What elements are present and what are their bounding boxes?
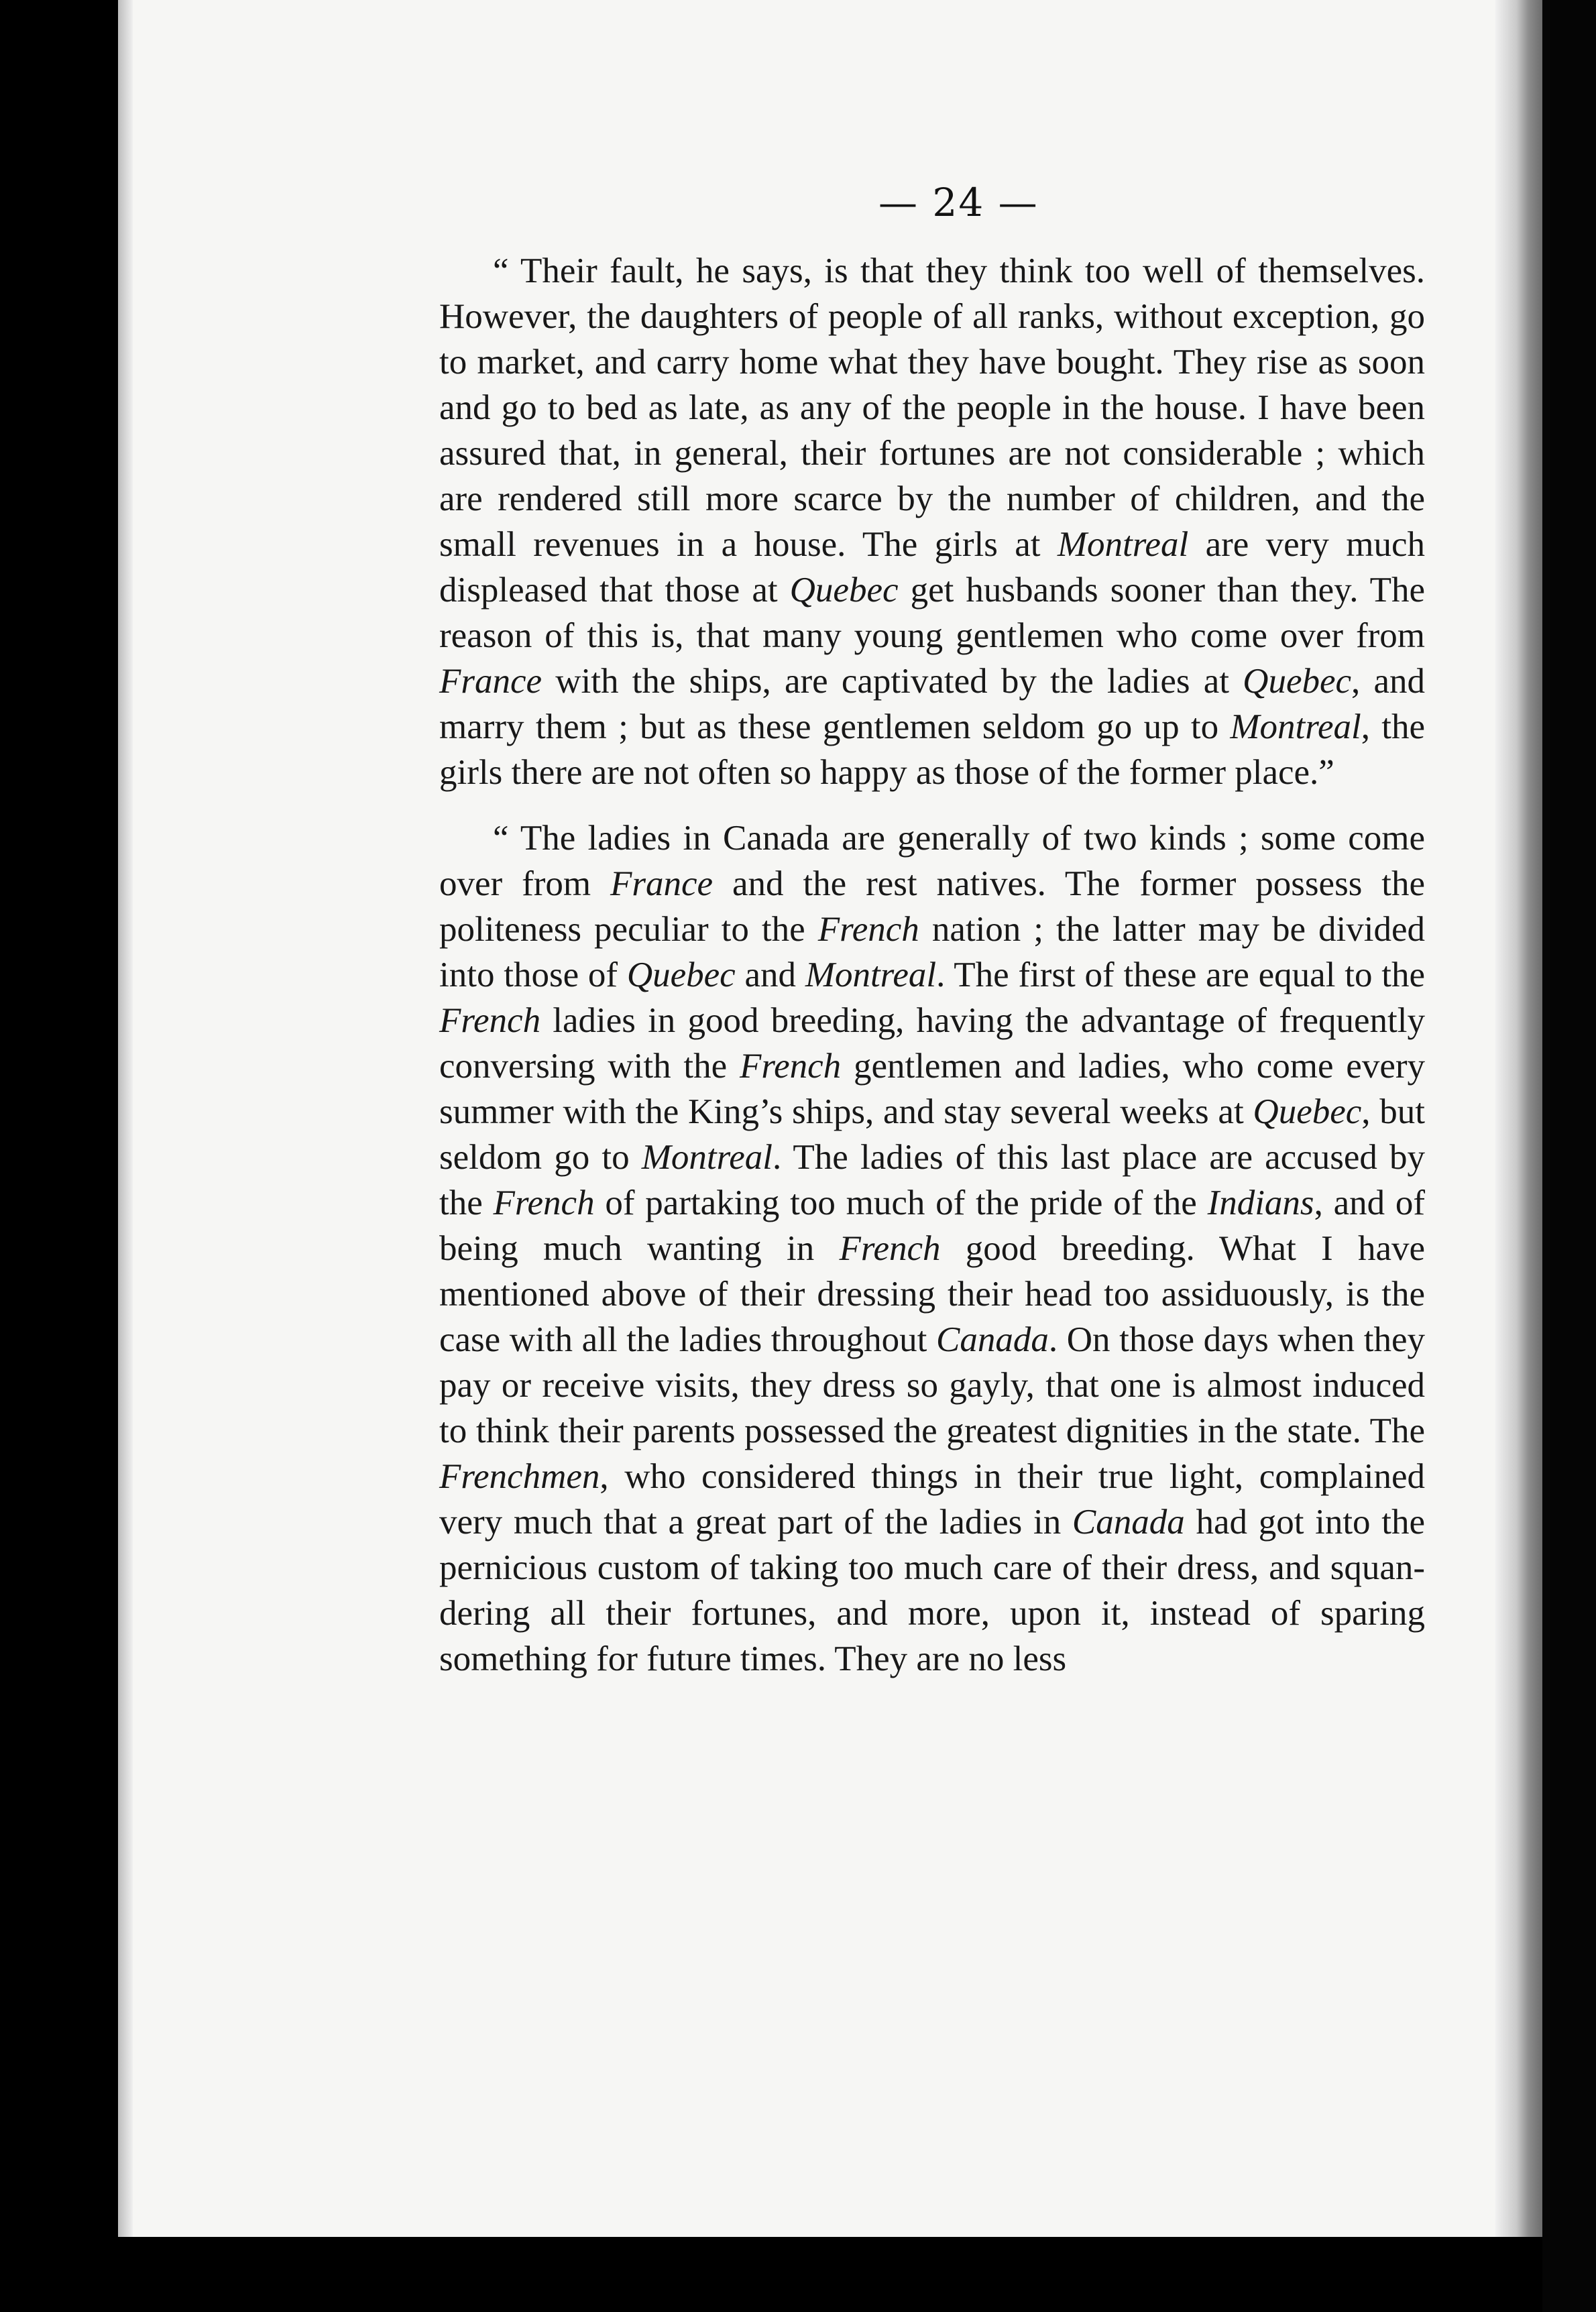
place-name-italic: Quebec — [1243, 662, 1352, 701]
place-name-italic: Montreal — [641, 1138, 773, 1177]
place-name-italic: French — [439, 1001, 541, 1040]
place-name-italic: Indians — [1207, 1183, 1314, 1222]
place-name-italic: France — [610, 864, 714, 903]
page-binding-edge — [118, 0, 133, 2237]
paragraph — [439, 248, 1425, 795]
place-name-italic: Quebec — [626, 956, 736, 994]
text-run: , the girls there are not often so happy as those of the former place.” — [439, 707, 1426, 792]
place-name-italic: French — [740, 1047, 842, 1086]
text-run: and — [735, 956, 805, 994]
text-run: are very much displeased that those at — [439, 525, 1425, 610]
text-run: had got into the pernicious custom of taking too much care of their dress, and squandering all their fortunes, and more, upon it, instead of sparing something for future times. They are no less — [439, 1503, 1425, 1678]
text-run: , but seldom go to — [439, 1092, 1426, 1177]
text-run: of partaking too much of the pride of the — [594, 1183, 1208, 1222]
text-run: “ Their fault, he says, is that they think too well of themselves. However, the daughters of people of all ranks, without exception, go to market, and carry home what they have bought. They rise as soon and go to bed as late, as any of the people in the house. I have been assured that, in general, their fortunes are not considerable ; which are rendered still more scarce by the number of children, and the small revenues in a house. The girls at — [439, 251, 1425, 564]
place-name-italic: Montreal — [1057, 525, 1189, 564]
text-run: , who considered things in their true light, complained very much that a great part of the ladies in — [439, 1457, 1425, 1542]
place-name-italic: French — [817, 910, 919, 949]
text-run: gentlemen and ladies, who come every summer with the King’s ships, and stay several weeks at — [439, 1047, 1426, 1131]
text-run: “ The ladies in Canada are generally of two kinds ; some come over from — [439, 819, 1425, 903]
text-run: ladies in good breeding, having the advantage of frequently conversing with the — [439, 1001, 1425, 1086]
text-run: with the ships, are captivated by the ladies at — [542, 662, 1243, 701]
text-run: , and marry them ; but as these gentlemen seldom go up to — [439, 662, 1425, 746]
text-run: . The ladies of this last place are accused by the — [439, 1138, 1426, 1222]
place-name-italic: France — [439, 662, 543, 701]
place-name-italic: Montreal — [805, 956, 937, 994]
place-name-italic: Montreal — [1230, 707, 1361, 746]
text-run: and the rest natives. The former possess the politeness peculiar to the — [439, 864, 1425, 949]
place-name-italic: Canada — [936, 1320, 1049, 1359]
scan-background-edge — [1542, 0, 1596, 2312]
text-run: get husbands sooner than they. The reason of this is, that many young gentlemen who come over from — [439, 571, 1425, 655]
place-name-italic: Canada — [1072, 1503, 1185, 1542]
place-name-italic: Frenchmen — [439, 1457, 600, 1496]
text-run: nation ; the latter may be divided into those of — [439, 910, 1425, 994]
text-run: . On those days when they pay or receive visits, they dress so gayly, that one is almost induced to think their parents possessed the greatest dignities in the state. The — [439, 1320, 1425, 1450]
text-run: . The first of these are equal to the — [936, 956, 1425, 994]
text-run: , and of being much wanting in — [439, 1183, 1425, 1268]
page-right-shadow — [1495, 0, 1542, 2237]
paragraph — [439, 815, 1425, 1682]
place-name-italic: French — [839, 1229, 941, 1268]
text-run: good breeding. What I have mentioned above of their dressing their head too assiduously, is the case with all the ladies throughout — [439, 1229, 1425, 1359]
page-number: — 24 — — [878, 180, 1039, 225]
body-text — [439, 248, 1425, 1682]
place-name-italic: French — [493, 1183, 595, 1222]
place-name-italic: Quebec — [1253, 1092, 1362, 1131]
place-name-italic: Quebec — [789, 571, 899, 610]
